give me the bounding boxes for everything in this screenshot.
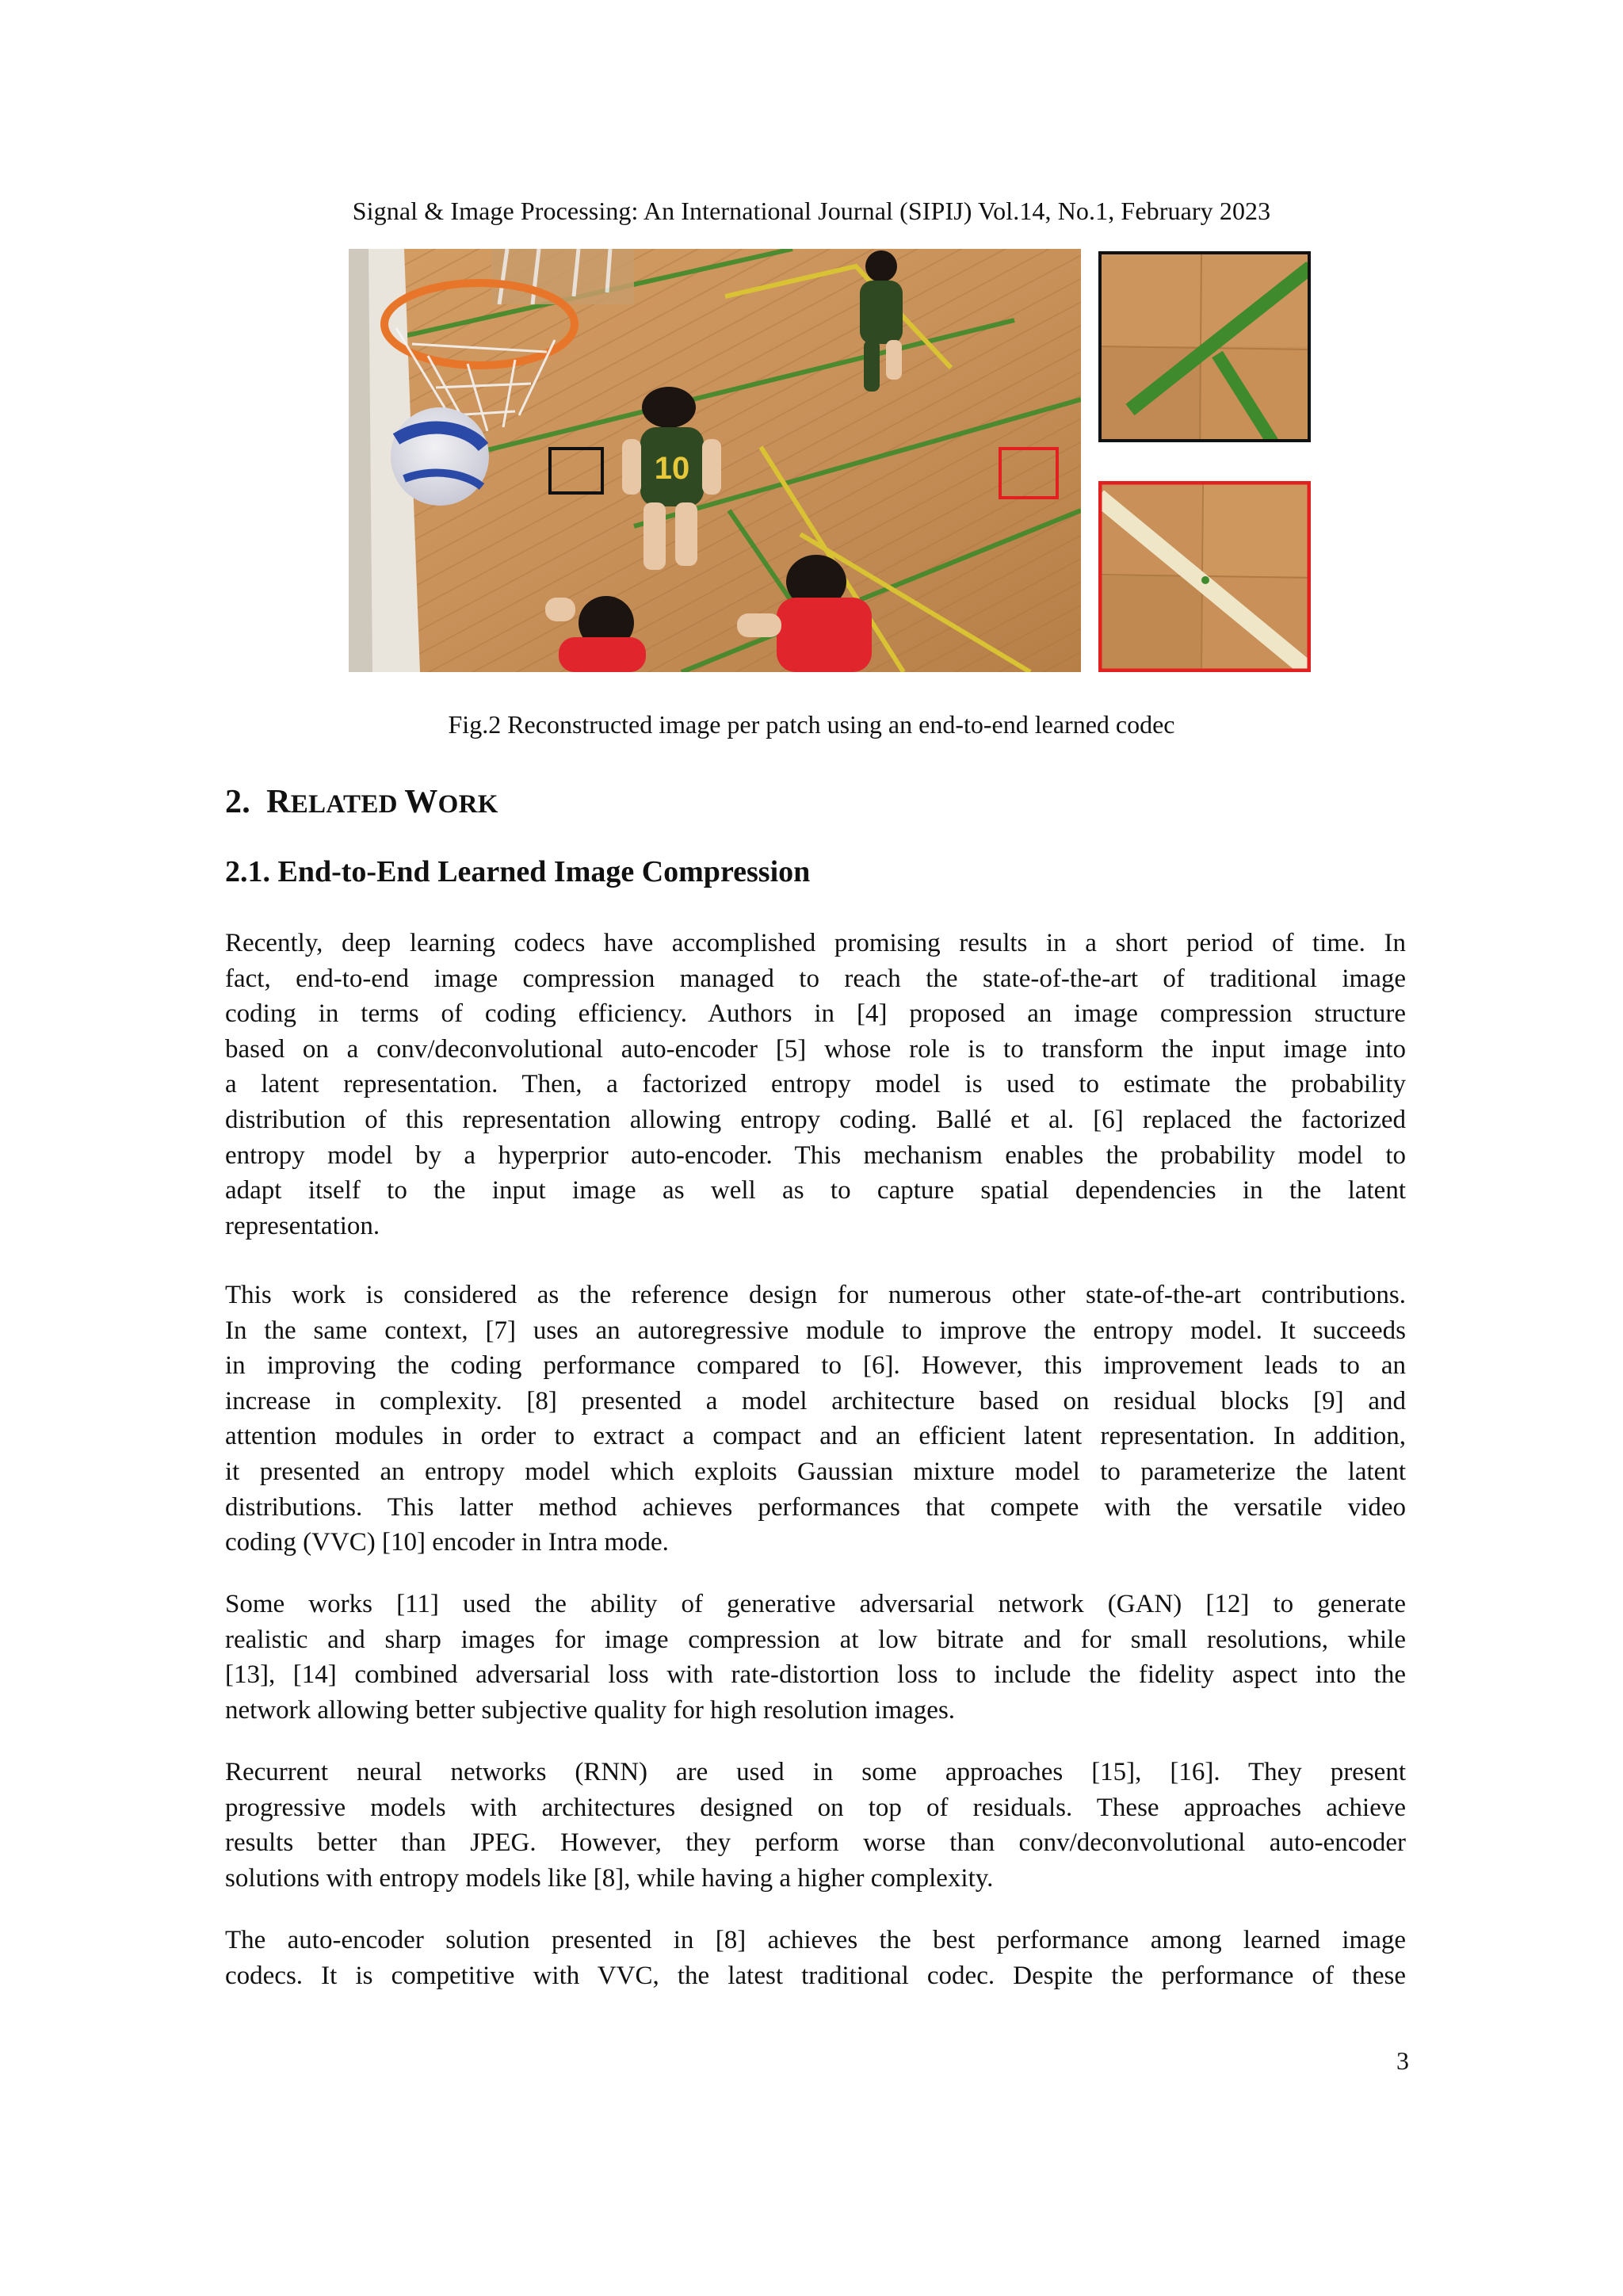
zoomed-patch-red — [1098, 481, 1311, 672]
page-number: 3 — [1396, 2046, 1409, 2075]
paragraph-1: Recently, deep learning codecs have accomplished promising results in a short period of time. In fact, end-to-end image compression managed to reach the state-of-the-art of traditional image coding in terms of coding efficiency. Authors in [4] proposed an image compression structure based on a conv/deconvolutional auto-encoder [5] whose role is to transform the input image into a latent representation. Then, a factorized entropy model is used to estimate the probability distribution of this representation allowing entropy coding. Ballé et al. [6] replaced the factorized entropy model by a hyperprior auto-encoder. This mechanism enables the probability model to adapt itself to the input image as well as to capture spatial dependencies in the latent representation. — [225, 929, 1406, 1240]
section-heading: 2. RELATED WORK — [225, 784, 498, 820]
paragraph-2: This work is considered as the reference design for numerous other state-of-the-art contributions. In the same context, [7] uses an autoregressive module to improve the entropy model. It succeeds in improving the coding performance compared to [6]. However, this improvement leads to an increase in complexity. [8] presented a model architecture based on residual blocks [9] and attention modules in order to extract a compact and an efficient latent representation. In addition, it presented an entropy model which exploits Gaussian mixture model to parameterize the latent distributions. This latter method achieves performances that compete with the versatile video coding (VVC) [10] encoder in Intra mode. — [225, 1281, 1406, 1557]
background-chairs — [491, 249, 634, 304]
figure-caption: Fig.2 Reconstructed image per patch using an end-to-end learned codec — [448, 710, 1175, 739]
paragraph-5: The auto-encoder solution presented in [8] achieves the best performance among learned image codecs. It is competitive with VVC, the latest traditional codec. Despite the performance of these — [225, 1926, 1406, 1990]
zoomed-patch-black — [1098, 251, 1311, 442]
section-number: 2. — [225, 784, 251, 820]
jersey-number: 10 — [654, 451, 690, 486]
basketball — [391, 407, 489, 506]
paragraph-3: Some works [11] used the ability of generative adversarial network (GAN) [12] to generate realistic and sharp images for image compression at low bitrate and for small resolutions, while [13], [14] combined adversarial loss with rate-distortion loss to include the fidelity aspect into the network allowing better subjective quality for high resolution images. — [225, 1590, 1406, 1725]
subsection-heading: 2.1. End-to-End Learned Image Compression — [225, 855, 811, 888]
running-header: Signal & Image Processing: An International Journal (SIPIJ) Vol.14, No.1, February 2023 — [352, 197, 1271, 225]
figure-2 — [349, 249, 1316, 675]
paragraph-4: Recurrent neural networks (RNN) are used in some approaches [15], [16]. They present progressive models with architectures designed on top of residuals. These approaches achieve results better than JPEG. However, they perform worse than conv/deconvolutional auto-encoder solutions with entropy models like [8], while having a higher complexity. — [225, 1758, 1406, 1893]
reconstructed-frame-image — [349, 249, 1081, 672]
